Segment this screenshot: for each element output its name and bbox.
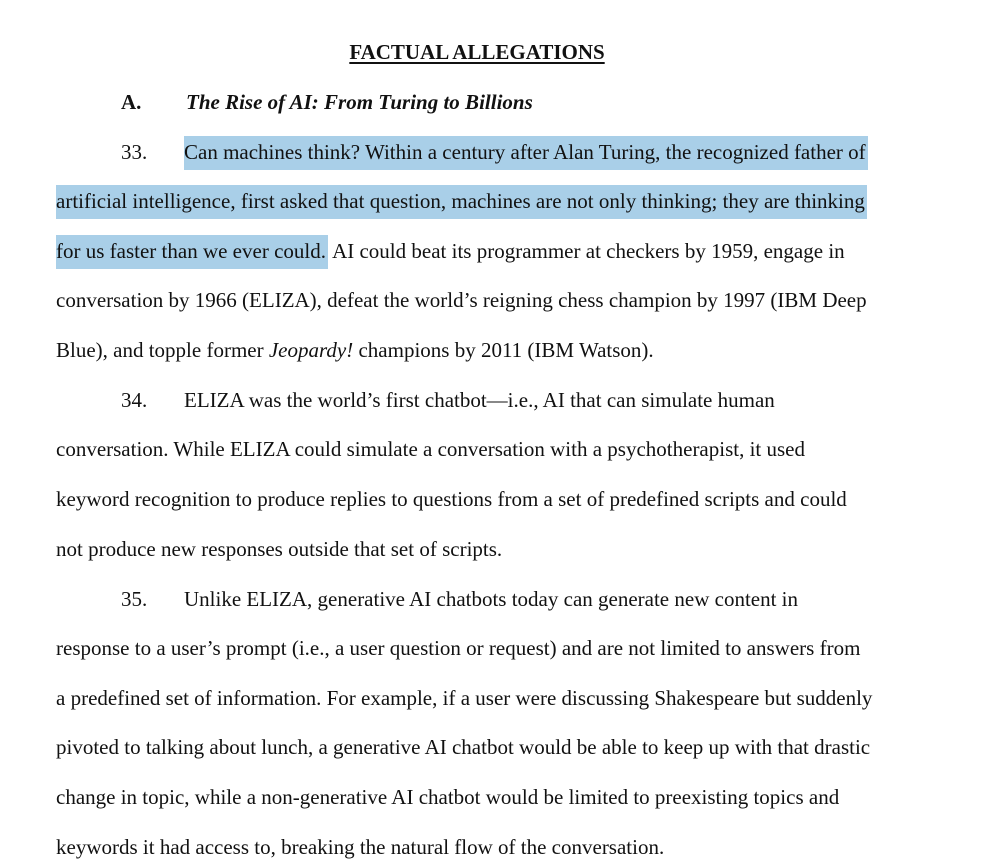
section-heading	[121, 90, 533, 115]
paragraph-33-line-1	[56, 138, 868, 166]
body-text: AI could beat its programmer at checkers by 1959, engage in	[327, 239, 845, 263]
paragraph-number: 35.	[121, 587, 148, 611]
paragraph-33-line-5	[56, 336, 654, 364]
paragraph-35-line-2: response to a user’s prompt (i.e., a user question or request) and are not limited to answers from	[56, 636, 861, 660]
paragraph-34-line-2: conversation. While ELIZA could simulate a conversation with a psychotherapist, it used	[56, 437, 806, 461]
paragraph-number: 33.	[121, 140, 148, 164]
paragraph-33-line-3	[56, 237, 845, 265]
body-text: ELIZA was the world’s first chatbot—i.e., AI that can simulate human	[184, 388, 775, 412]
paragraph-34-line-3: keyword recognition to produce replies to questions from a set of predefined scripts and could	[56, 487, 847, 511]
section-title: The Rise of AI: From Turing to Billions	[186, 90, 533, 114]
paragraph-35-line-5: change in topic, while a non-generative AI chatbot would be limited to preexisting topics and	[56, 785, 840, 809]
paragraph-number: 34.	[121, 388, 148, 412]
paragraph-35-line-1	[56, 585, 798, 613]
body-text: Blue), and topple former	[56, 338, 269, 362]
paragraph-35-line-3: a predefined set of information. For example, if a user were discussing Shakespeare but suddenly	[56, 686, 873, 710]
highlighted-text[interactable]: artificial intelligence, first asked that question, machines are not only thinking; they are thinking	[56, 185, 867, 219]
paragraph-34-line-1	[56, 386, 775, 414]
paragraph-35-line-4: pivoted to talking about lunch, a generative AI chatbot would be able to keep up with that drastic	[56, 735, 871, 759]
paragraph-35-line-6: keywords it had access to, breaking the natural flow of the conversation.	[56, 835, 665, 859]
page-heading: FACTUAL ALLEGATIONS	[349, 40, 605, 64]
body-text: Unlike ELIZA, generative AI chatbots today can generate new content in	[184, 587, 799, 611]
paragraph-34-line-4: not produce new responses outside that set of scripts.	[56, 537, 503, 561]
section-letter: A.	[121, 90, 142, 114]
body-text: champions by 2011 (IBM Watson).	[353, 338, 654, 362]
italic-title: Jeopardy!	[268, 338, 354, 362]
paragraph-33-line-2	[56, 187, 867, 215]
highlighted-text[interactable]: Can machines think? Within a century after Alan Turing, the recognized father of	[184, 136, 868, 170]
highlighted-text[interactable]: for us faster than we ever could.	[56, 235, 328, 269]
paragraph-33-line-4: conversation by 1966 (ELIZA), defeat the world’s reigning chess champion by 1997 (IBM Deep	[56, 288, 867, 312]
